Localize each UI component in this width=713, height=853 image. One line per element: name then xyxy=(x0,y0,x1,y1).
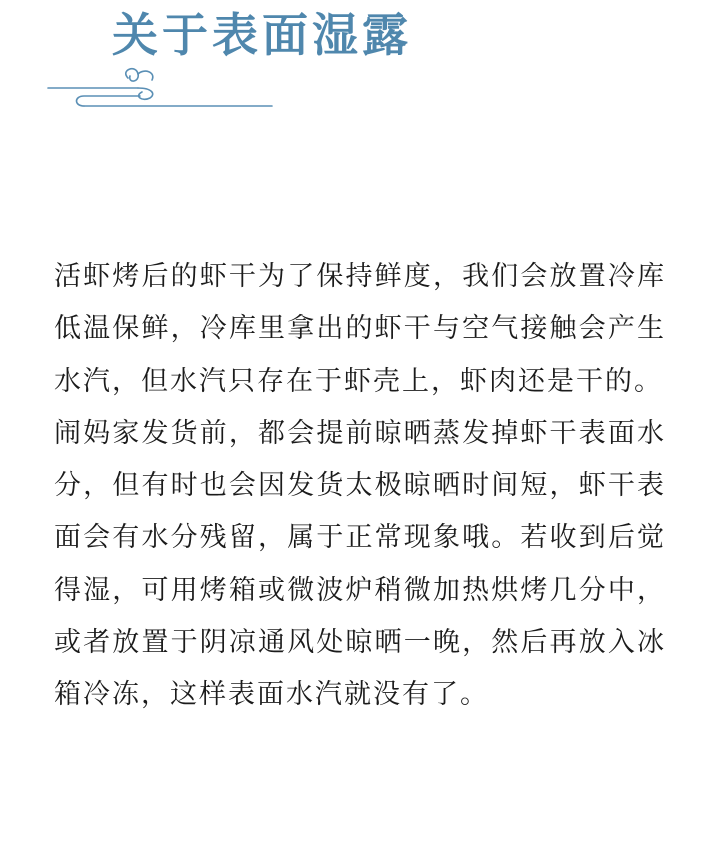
article-body xyxy=(54,251,666,722)
page-title: 关于表面湿露 xyxy=(112,8,412,62)
title-block xyxy=(40,0,540,120)
paragraph: 闹妈家发货前，都会提前晾晒蒸发掉虾干表面水分，但有时也会因发货太极晾晒时间短，虾干表面会有水分残留，属于正常现象哦。若收到后觉得湿，可用烤箱或微波炉稍微加热烘烤几分中，或者放置于阴凉通风处晾晒一晚，然后再放入冰箱冷冻，这样表面水汽就没有了。 xyxy=(54,417,666,711)
paragraph: 活虾烤后的虾干为了保持鲜度，我们会放置冷库低温保鲜，冷库里拿出的虾干与空气接触会产生水汽，但水汽只存在于虾壳上，虾肉还是干的。 xyxy=(54,261,666,397)
